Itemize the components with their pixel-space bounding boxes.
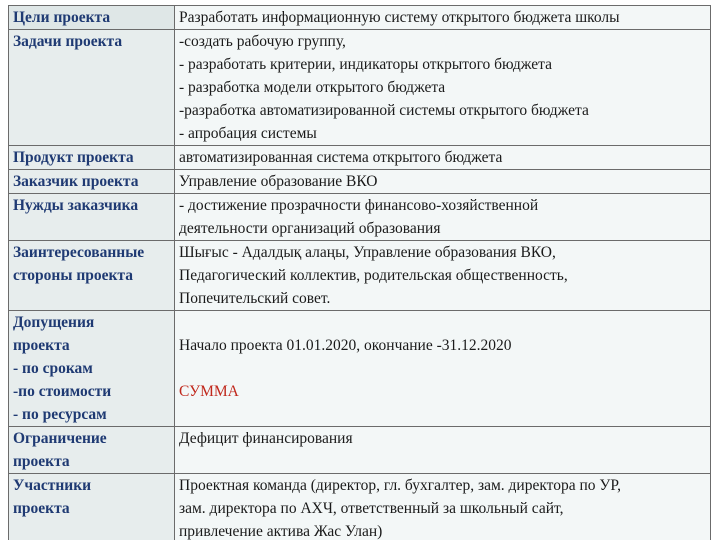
row-project-goals <box>9 6 711 30</box>
row-participants <box>9 474 711 540</box>
row-value <box>175 427 711 474</box>
row-label <box>9 146 175 170</box>
row-label <box>9 30 175 146</box>
row-value <box>175 194 711 241</box>
row-project-tasks <box>9 30 711 146</box>
value-line: Попечительский совет. <box>179 290 331 307</box>
value-line: Педагогический коллектив, родительская общественность, <box>179 267 568 284</box>
value-line: привлечение актива Жас Улан) <box>179 523 383 540</box>
label-line: Участники <box>13 477 92 494</box>
label-line: стороны проекта <box>13 267 133 284</box>
label-line: Ограничение <box>13 430 107 447</box>
row-value <box>175 146 711 170</box>
label-line: Задачи проекта <box>13 33 123 50</box>
label-line: Нужды заказчика <box>13 197 139 214</box>
row-value <box>175 474 711 540</box>
row-value <box>175 170 711 194</box>
label-line: проекта <box>13 500 70 517</box>
row-label <box>9 170 175 194</box>
value-line: -создать рабочую группу, <box>179 33 346 50</box>
blank-line <box>179 357 706 380</box>
project-dates-line: Начало проекта 01.01.2020, окончание -31.12.2020 <box>179 337 512 354</box>
blank-line <box>179 311 706 334</box>
row-constraints <box>9 427 711 474</box>
value-line: Разработать информационную систему открытого бюджета школы <box>179 9 620 26</box>
value-line: Дефицит финансирования <box>179 430 353 447</box>
label-line: Цели проекта <box>13 9 111 26</box>
row-value <box>175 241 711 311</box>
label-line: - по срокам <box>13 360 93 377</box>
row-label <box>9 474 175 540</box>
label-line: - по ресурсам <box>13 406 107 423</box>
row-customer-needs <box>9 194 711 241</box>
budget-sum-line: СУММА <box>179 383 239 400</box>
label-line: -по стоимости <box>13 383 112 400</box>
label-line: проекта <box>13 453 70 470</box>
label-line: проекта <box>13 337 70 354</box>
row-value <box>175 30 711 146</box>
row-value <box>175 311 711 427</box>
value-line: деятельности организаций образования <box>179 220 441 237</box>
label-line: Продукт проекта <box>13 149 134 166</box>
row-project-product <box>9 146 711 170</box>
row-assumptions <box>9 311 711 427</box>
value-line: Проектная команда (директор, гл. бухгалтер, зам. директора по УР, <box>179 477 621 494</box>
value-line: - разработка модели открытого бюджета <box>179 79 446 96</box>
row-label <box>9 194 175 241</box>
row-value <box>175 6 711 30</box>
value-line: - достижение прозрачности финансово-хозяйственной <box>179 197 539 214</box>
value-line: -разработка автоматизированной системы открытого бюджета <box>179 102 589 119</box>
value-line: Шығыс - Адалдық алаңы, Управление образования ВКО, <box>179 244 556 261</box>
label-line: Допущения <box>13 314 95 331</box>
row-label <box>9 241 175 311</box>
value-line: автоматизированная система открытого бюджета <box>179 149 503 166</box>
value-line: - апробация системы <box>179 125 317 142</box>
row-label <box>9 311 175 427</box>
value-line: зам. директора по АХЧ, ответственный за школьный сайт, <box>179 500 564 517</box>
row-project-customer <box>9 170 711 194</box>
label-line: Заказчик проекта <box>13 173 139 190</box>
value-line: - разработать критерии, индикаторы открытого бюджета <box>179 56 552 73</box>
value-line: Управление образование ВКО <box>179 173 378 190</box>
row-stakeholders <box>9 241 711 311</box>
row-label <box>9 6 175 30</box>
project-charter-table <box>8 5 711 540</box>
row-label <box>9 427 175 474</box>
label-line: Заинтересованные <box>13 244 145 261</box>
